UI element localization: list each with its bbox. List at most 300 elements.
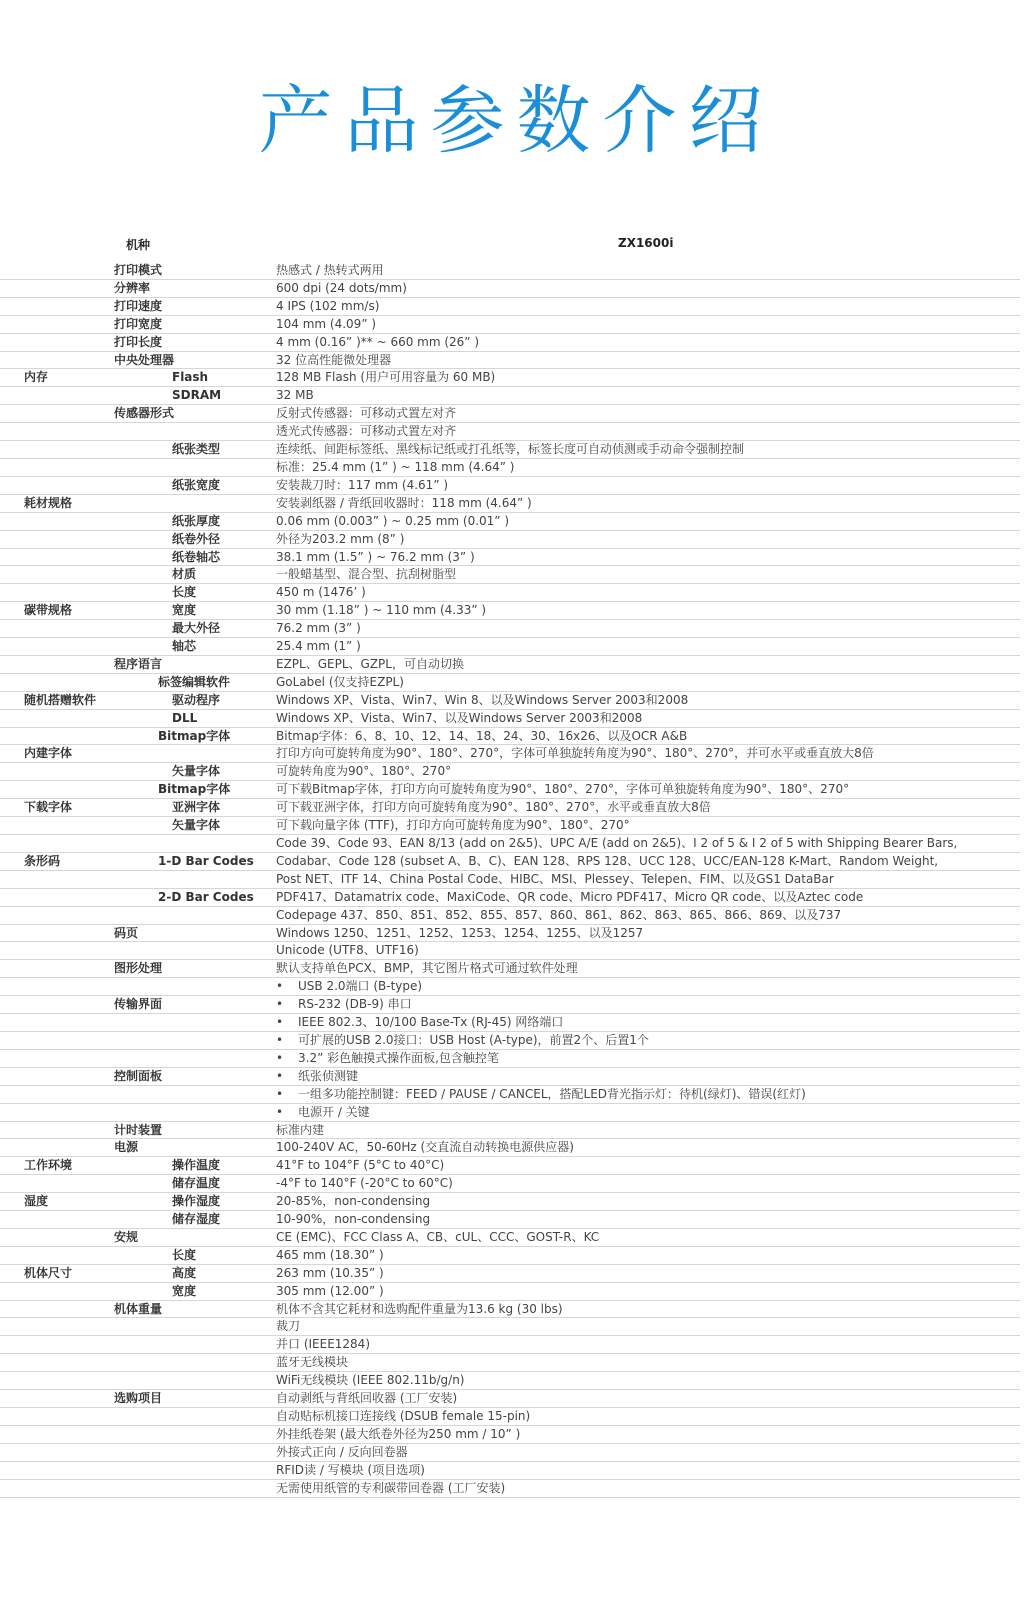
- spec-group-label: [0, 709, 108, 727]
- spec-group-label: [0, 1067, 108, 1085]
- spec-value: [262, 996, 1020, 1014]
- spec-row: [0, 423, 1020, 441]
- spec-value: [262, 279, 1020, 297]
- spec-row: [0, 906, 1020, 924]
- spec-row: [0, 458, 1020, 476]
- spec-value: [262, 548, 1020, 566]
- spec-label: 纸卷外径: [172, 531, 221, 546]
- spec-label: [108, 1031, 262, 1049]
- spec-group-label: [0, 423, 108, 441]
- spec-value: [262, 494, 1020, 512]
- spec-value-text: 4 mm (0.16” )** ~ 660 mm (26” ): [276, 334, 480, 349]
- spec-label: 打印模式: [114, 263, 163, 277]
- spec-value-text: -4°F to 140°F (-20°C to 60°C): [276, 1176, 453, 1191]
- spec-group-label: [0, 620, 108, 638]
- spec-label: 长度: [172, 1247, 197, 1262]
- spec-label: DLL: [172, 710, 198, 725]
- spec-row: [0, 1085, 1020, 1103]
- spec-group-label: 条形码: [24, 853, 61, 868]
- spec-value: [262, 566, 1020, 584]
- spec-group-label: [0, 458, 108, 476]
- spec-row: [0, 602, 1020, 620]
- spec-value-text: Codepage 437、850、851、852、855、857、860、861、862、863、865、866、869、以及737: [276, 907, 842, 922]
- spec-value: [262, 924, 1020, 942]
- spec-label: 宽度: [172, 603, 197, 618]
- spec-row: [0, 262, 1020, 279]
- spec-value: [262, 620, 1020, 638]
- spec-row: [0, 620, 1020, 638]
- spec-value: [262, 638, 1020, 656]
- spec-value: [262, 351, 1020, 369]
- spec-label: [108, 745, 262, 763]
- spec-value: [262, 584, 1020, 602]
- spec-value: [262, 405, 1020, 423]
- spec-value-text: • 3.2” 彩色触摸式操作面板,包含触控笔: [276, 1051, 499, 1065]
- spec-value-text: 自动剥纸与背纸回收器 (工厂安装): [276, 1391, 458, 1406]
- spec-label: 程序语言: [114, 656, 163, 671]
- spec-row: [0, 942, 1020, 960]
- spec-label: 2-D Bar Codes: [158, 889, 254, 904]
- spec-value-text: 38.1 mm (1.5” ) ~ 76.2 mm (3” ): [276, 549, 475, 564]
- spec-row: [0, 494, 1020, 512]
- spec-group-label: 碳带规格: [24, 603, 73, 618]
- spec-label: 标签编辑软件: [158, 674, 231, 689]
- spec-group-label: 耗材规格: [24, 495, 73, 510]
- spec-value-text: Post NET、ITF 14、China Postal Code、HIBC、MSI、Plessey、Telepen、FIM、以及GS1 DataBar: [276, 871, 834, 886]
- spec-value-text: 32 位高性能微处理器: [276, 352, 392, 367]
- spec-row: [0, 1354, 1020, 1372]
- spec-label: 安规: [114, 1229, 139, 1244]
- spec-value: [262, 1461, 1020, 1479]
- spec-value: [262, 1300, 1020, 1318]
- spec-group-label: [0, 727, 108, 745]
- spec-value: [262, 1049, 1020, 1067]
- spec-label: [108, 1085, 262, 1103]
- spec-label: 图形处理: [114, 961, 163, 976]
- spec-value-text: GoLabel (仅支持EZPL): [276, 674, 404, 689]
- spec-value-text: • 纸张侦测键: [276, 1069, 358, 1083]
- spec-row: [0, 709, 1020, 727]
- spec-label: 宽度: [172, 1283, 197, 1298]
- spec-value: [262, 602, 1020, 620]
- spec-group-label: [0, 530, 108, 548]
- spec-row: [0, 530, 1020, 548]
- spec-group-label: [0, 1246, 108, 1264]
- spec-value: [262, 960, 1020, 978]
- spec-row: [0, 1425, 1020, 1443]
- spec-label: 长度: [172, 585, 197, 600]
- spec-value: [262, 369, 1020, 387]
- spec-label: [108, 942, 262, 960]
- spec-value-text: • 一组多功能控制键：FEED / PAUSE / CANCEL，搭配LED背光指示灯：待机(绿灯)、错误(红灯): [276, 1087, 806, 1101]
- spec-label: 计时装置: [114, 1122, 163, 1137]
- spec-value-text: 裁刀: [276, 1319, 301, 1334]
- spec-row: [0, 727, 1020, 745]
- spec-value-text: 标准内建: [276, 1122, 325, 1137]
- spec-value: [262, 1372, 1020, 1390]
- spec-value-text: Windows 1250、1251、1252、1253、1254、1255、以及1257: [276, 925, 644, 940]
- spec-value-text: 可下载Bitmap字体，打印方向可旋转角度为90°、180°、270°，字体可单独旋转角度为90°、180°、270°: [276, 782, 850, 797]
- spec-value: [262, 387, 1020, 405]
- spec-group-label: [0, 351, 108, 369]
- spec-row: [0, 888, 1020, 906]
- spec-group-label: [0, 835, 108, 853]
- spec-label: 电源: [114, 1140, 139, 1155]
- spec-value: [262, 1067, 1020, 1085]
- spec-group-label: [0, 1139, 108, 1157]
- spec-value-text: 反射式传感器：可移动式置左对齐: [276, 406, 457, 421]
- spec-row: [0, 1067, 1020, 1085]
- spec-value: [262, 781, 1020, 799]
- spec-row: [0, 315, 1020, 333]
- spec-label: 传感器形式: [114, 406, 175, 421]
- spec-value-text: Windows XP、Vista、Win7、以及Windows Server 2003和2008: [276, 710, 643, 725]
- spec-label: 材质: [172, 567, 197, 582]
- spec-value-text: Bitmap字体：6、8、10、12、14、18、24、30、16x26、以及OCR A&B: [276, 728, 688, 743]
- spec-row: [0, 387, 1020, 405]
- spec-group-label: [0, 1049, 108, 1067]
- spec-value-text: 无需使用纸管的专利碳带回卷器 (工厂安装): [276, 1480, 506, 1495]
- spec-group-label: [0, 1336, 108, 1354]
- spec-value-text: 20-85%，non-condensing: [276, 1194, 431, 1209]
- spec-group-label: [0, 924, 108, 942]
- spec-value: [262, 888, 1020, 906]
- spec-group-label: 机体尺寸: [24, 1265, 73, 1280]
- spec-label: [108, 423, 262, 441]
- spec-row: [0, 655, 1020, 673]
- spec-table: [0, 262, 1020, 1498]
- spec-group-label: 内建字体: [24, 746, 73, 761]
- model-row: [0, 232, 1033, 256]
- spec-value: [262, 1354, 1020, 1372]
- spec-group-label: [0, 1479, 108, 1497]
- spec-label: 操作温度: [172, 1158, 221, 1173]
- spec-value: [262, 799, 1020, 817]
- spec-value-text: 32 MB: [276, 388, 314, 403]
- spec-label: [108, 1372, 262, 1390]
- spec-value-text: 30 mm (1.18” ) ~ 110 mm (4.33” ): [276, 603, 487, 618]
- spec-value: [262, 333, 1020, 351]
- page-title: 产品参数介绍: [258, 78, 775, 164]
- spec-value: [262, 1139, 1020, 1157]
- spec-group-label: [0, 1300, 108, 1318]
- spec-label: [108, 870, 262, 888]
- spec-label: 驱动程序: [172, 692, 221, 707]
- spec-label: [108, 978, 262, 996]
- spec-label: [108, 1014, 262, 1032]
- spec-group-label: [0, 673, 108, 691]
- spec-label: 高度: [172, 1265, 197, 1280]
- spec-value: [262, 1282, 1020, 1300]
- spec-value-text: Unicode (UTF8、UTF16): [276, 943, 419, 958]
- spec-value: [262, 978, 1020, 996]
- spec-value-text: 安装剥纸器 / 背纸回收器时：118 mm (4.64” ): [276, 495, 532, 510]
- spec-value: [262, 835, 1020, 853]
- spec-value: [262, 1014, 1020, 1032]
- spec-value: [262, 763, 1020, 781]
- spec-row: [0, 978, 1020, 996]
- spec-label: [108, 1354, 262, 1372]
- spec-row: [0, 638, 1020, 656]
- spec-label: [108, 1049, 262, 1067]
- spec-row: [0, 1318, 1020, 1336]
- model-label: 机种: [126, 238, 151, 252]
- spec-value: [262, 817, 1020, 835]
- spec-group-label: 湿度: [24, 1194, 49, 1209]
- spec-value: [262, 691, 1020, 709]
- spec-row: [0, 333, 1020, 351]
- spec-group-label: [0, 1031, 108, 1049]
- spec-value: [262, 1085, 1020, 1103]
- spec-label: 纸张类型: [172, 442, 221, 457]
- spec-value-text: 一般蜡基型、混合型、抗刮树脂型: [276, 567, 457, 582]
- spec-row: [0, 1300, 1020, 1318]
- spec-value-text: 10-90%，non-condensing: [276, 1212, 431, 1227]
- spec-value: [262, 1211, 1020, 1229]
- spec-label: Flash: [172, 370, 209, 385]
- spec-row: [0, 1282, 1020, 1300]
- spec-group-label: [0, 1103, 108, 1121]
- spec-group-label: 工作环境: [24, 1158, 73, 1173]
- spec-group-label: [0, 405, 108, 423]
- spec-group-label: [0, 1282, 108, 1300]
- spec-value: [262, 1193, 1020, 1211]
- spec-row: [0, 673, 1020, 691]
- spec-row: [0, 297, 1020, 315]
- spec-value: [262, 1425, 1020, 1443]
- spec-value-text: • USB 2.0端口 (B-type): [276, 979, 422, 993]
- spec-label: 纸张厚度: [172, 513, 221, 528]
- spec-group-label: 随机搭赠软件: [24, 692, 97, 707]
- spec-row: [0, 924, 1020, 942]
- spec-label: [108, 1443, 262, 1461]
- spec-group-label: [0, 441, 108, 459]
- spec-label: 最大外径: [172, 621, 221, 636]
- spec-group-label: [0, 476, 108, 494]
- spec-group-label: [0, 942, 108, 960]
- spec-label: [108, 1425, 262, 1443]
- spec-row: [0, 1246, 1020, 1264]
- spec-value: [262, 870, 1020, 888]
- spec-label: 分辨率: [114, 280, 151, 295]
- spec-label: [108, 835, 262, 853]
- spec-row: [0, 745, 1020, 763]
- spec-row: [0, 1211, 1020, 1229]
- spec-group-label: [0, 1372, 108, 1390]
- spec-value-text: PDF417、Datamatrix code、MaxiCode、QR code、Micro PDF417、Micro QR code、以及Aztec code: [276, 889, 864, 904]
- spec-row: [0, 799, 1020, 817]
- spec-group-label: [0, 387, 108, 405]
- spec-group-label: [0, 906, 108, 924]
- spec-value-text: 连续纸、间距标签纸、黑线标记纸或打孔纸等，标签长度可自动侦测或手动命令强制控制: [276, 442, 745, 457]
- spec-value: [262, 942, 1020, 960]
- spec-value: [262, 709, 1020, 727]
- spec-value: [262, 1408, 1020, 1426]
- spec-group-label: [0, 870, 108, 888]
- spec-label: [108, 1336, 262, 1354]
- spec-value-text: 可下载向量字体 (TTF)，打印方向可旋转角度为90°、180°、270°: [276, 818, 630, 833]
- spec-value: [262, 655, 1020, 673]
- spec-label: 纸卷轴芯: [172, 549, 221, 564]
- spec-value-text: 自动贴标机接口连接线 (DSUB female 15-pin): [276, 1409, 531, 1423]
- spec-value: [262, 1157, 1020, 1175]
- spec-row: [0, 835, 1020, 853]
- spec-value-text: 透光式传感器：可移动式置左对齐: [276, 424, 457, 439]
- spec-value-text: 可旋转角度为90°、180°、270°: [276, 764, 452, 779]
- spec-row: [0, 1139, 1020, 1157]
- spec-value-text: 外接式正向 / 反向回卷器: [276, 1444, 408, 1459]
- spec-value-text: 安装裁刀时：117 mm (4.61” ): [276, 477, 449, 492]
- spec-value: [262, 1121, 1020, 1139]
- spec-value: [262, 1228, 1020, 1246]
- spec-value-text: • IEEE 802.3、10/100 Base-Tx (RJ-45) 网络端口: [276, 1015, 563, 1029]
- spec-label: SDRAM: [172, 388, 222, 403]
- spec-group-label: [0, 1354, 108, 1372]
- spec-value-text: RFID读 / 写模块 (项目选项): [276, 1462, 425, 1477]
- spec-value: [262, 315, 1020, 333]
- spec-value-text: 蓝牙无线模块: [276, 1355, 349, 1370]
- spec-row: [0, 405, 1020, 423]
- spec-value-text: 128 MB Flash (用户可用容量为 60 MB): [276, 370, 496, 385]
- spec-group-label: [0, 279, 108, 297]
- spec-value-text: Code 39、Code 93、EAN 8/13 (add on 2&5)、UPC A/E (add on 2&5)、I 2 of 5 & I 2 of 5 with Shipping Bearer Bars,: [276, 836, 958, 850]
- spec-row: [0, 1390, 1020, 1408]
- spec-value: [262, 476, 1020, 494]
- spec-group-label: [0, 1390, 108, 1408]
- spec-value: [262, 1390, 1020, 1408]
- spec-value: [262, 1246, 1020, 1264]
- spec-group-label: [0, 1121, 108, 1139]
- spec-label: 操作湿度: [172, 1194, 221, 1209]
- spec-group-label: [0, 1408, 108, 1426]
- spec-group-label: [0, 548, 108, 566]
- spec-group-label: [0, 1085, 108, 1103]
- spec-group-label: [0, 1228, 108, 1246]
- spec-value-text: 机体不含其它耗材和选购配件重量为13.6 kg (30 lbs): [276, 1301, 563, 1316]
- spec-value: [262, 1443, 1020, 1461]
- spec-group-label: [0, 638, 108, 656]
- spec-row: [0, 763, 1020, 781]
- spec-value-text: 默认支持单色PCX、BMP，其它图片格式可通过软件处理: [276, 961, 578, 976]
- spec-row: [0, 960, 1020, 978]
- spec-label: [108, 494, 262, 512]
- spec-value: [262, 1103, 1020, 1121]
- spec-group-label: [0, 584, 108, 602]
- spec-row: [0, 1049, 1020, 1067]
- spec-row: [0, 566, 1020, 584]
- spec-group-label: [0, 1175, 108, 1193]
- spec-group-label: [0, 978, 108, 996]
- spec-label: 亚洲字体: [172, 800, 221, 815]
- spec-value-text: 41°F to 104°F (5°C to 40°C): [276, 1158, 445, 1173]
- spec-value-text: • 可扩展的USB 2.0接口：USB Host (A-type)，前置2个、后置1个: [276, 1033, 649, 1047]
- spec-value-text: 104 mm (4.09” ): [276, 316, 377, 331]
- spec-value: [262, 852, 1020, 870]
- spec-group-label: [0, 763, 108, 781]
- spec-row: [0, 1157, 1020, 1175]
- spec-row: [0, 1175, 1020, 1193]
- spec-row: [0, 1121, 1020, 1139]
- spec-label: [108, 458, 262, 476]
- spec-row: [0, 279, 1020, 297]
- spec-label: 控制面板: [114, 1068, 163, 1083]
- spec-value-text: 外径为203.2 mm (8” ): [276, 531, 405, 546]
- spec-label: 传输界面: [114, 997, 163, 1012]
- spec-row: [0, 512, 1020, 530]
- spec-value: [262, 727, 1020, 745]
- spec-row: [0, 584, 1020, 602]
- spec-row: [0, 1103, 1020, 1121]
- spec-value-text: 可下载亚洲字体，打印方向可旋转角度为90°、180°、270°，水平或垂直放大8倍: [276, 800, 711, 815]
- spec-label: Bitmap字体: [158, 728, 231, 743]
- spec-row: [0, 1479, 1020, 1497]
- spec-value: [262, 512, 1020, 530]
- spec-group-label: [0, 315, 108, 333]
- spec-value: [262, 745, 1020, 763]
- spec-value-text: 外挂纸卷架 (最大纸卷外径为250 mm / 10” ): [276, 1426, 521, 1441]
- spec-value: [262, 1175, 1020, 1193]
- spec-value: [262, 262, 1020, 279]
- spec-row: [0, 1264, 1020, 1282]
- spec-value: [262, 458, 1020, 476]
- spec-label: 纸张宽度: [172, 477, 221, 492]
- spec-label: [108, 1103, 262, 1121]
- spec-label: [108, 1318, 262, 1336]
- spec-group-label: [0, 262, 108, 279]
- spec-value-text: EZPL、GEPL、GZPL，可自动切换: [276, 656, 464, 671]
- spec-row: [0, 1461, 1020, 1479]
- spec-value-text: 标准：25.4 mm (1” ) ~ 118 mm (4.64” ): [276, 459, 515, 474]
- spec-group-label: [0, 655, 108, 673]
- spec-value-text: • 电源开 / 关键: [276, 1105, 370, 1119]
- spec-value-text: 305 mm (12.00” ): [276, 1283, 384, 1298]
- spec-row: [0, 1336, 1020, 1354]
- spec-group-label: [0, 1211, 108, 1229]
- spec-row: [0, 817, 1020, 835]
- spec-group-label: [0, 781, 108, 799]
- spec-label: [108, 1461, 262, 1479]
- spec-row: [0, 870, 1020, 888]
- spec-row: [0, 1408, 1020, 1426]
- spec-value-text: 100-240V AC，50-60Hz (交直流自动转换电源供应器): [276, 1140, 574, 1155]
- spec-group-label: 内存: [24, 370, 49, 385]
- spec-value-text: 450 m (1476’ ): [276, 585, 366, 600]
- spec-row: [0, 476, 1020, 494]
- spec-label: [108, 906, 262, 924]
- spec-label: 矢量字体: [172, 764, 221, 779]
- spec-group-label: [0, 996, 108, 1014]
- spec-value: [262, 906, 1020, 924]
- spec-value-text: Windows XP、Vista、Win7、Win 8、以及Windows Server 2003和2008: [276, 692, 689, 707]
- model-value: ZX1600i: [618, 236, 674, 250]
- spec-value: [262, 1264, 1020, 1282]
- spec-group-label: [0, 297, 108, 315]
- spec-row: [0, 1193, 1020, 1211]
- spec-row: [0, 441, 1020, 459]
- spec-value: [262, 1031, 1020, 1049]
- spec-value: [262, 297, 1020, 315]
- spec-label: 码页: [114, 925, 139, 940]
- spec-row: [0, 1372, 1020, 1390]
- spec-row: [0, 1014, 1020, 1032]
- spec-row: [0, 369, 1020, 387]
- spec-value-text: 465 mm (18.30” ): [276, 1247, 384, 1262]
- spec-value-text: 4 IPS (102 mm/s): [276, 298, 380, 313]
- spec-row: [0, 1228, 1020, 1246]
- spec-label: 矢量字体: [172, 818, 221, 833]
- spec-value: [262, 1479, 1020, 1497]
- spec-label: [108, 1479, 262, 1497]
